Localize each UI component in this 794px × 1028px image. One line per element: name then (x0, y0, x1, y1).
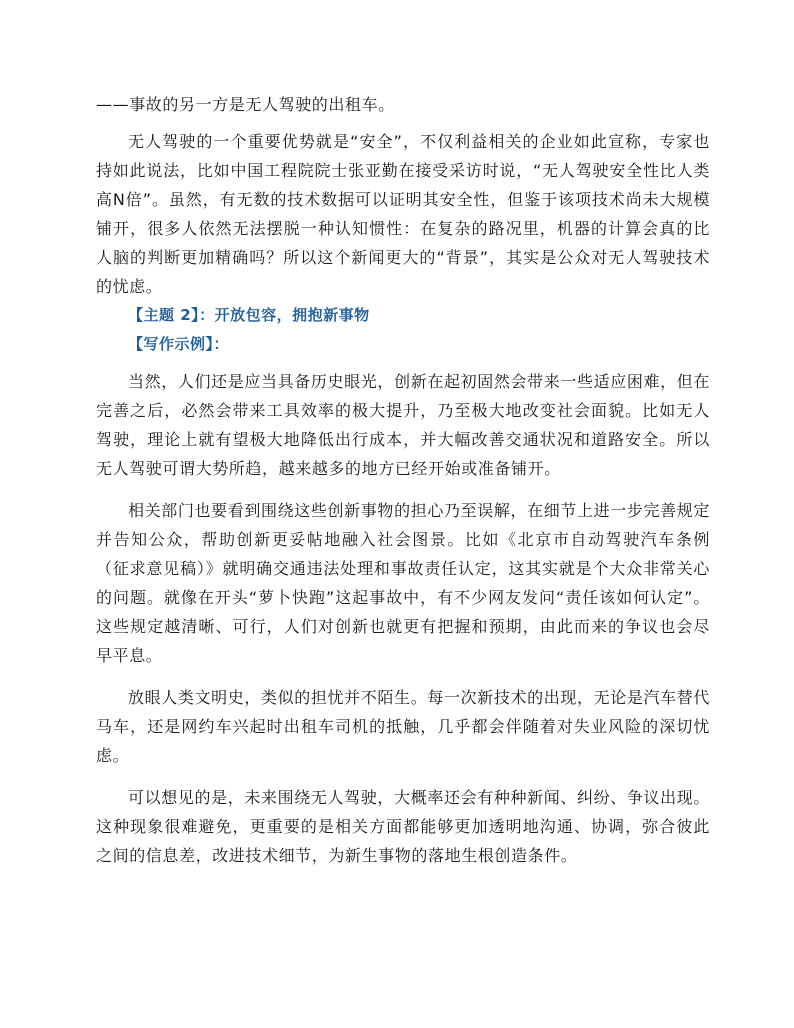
writing-example-heading: 【写作示例】： (128, 335, 230, 353)
document-page (96, 90, 710, 870)
paragraph-history-concerns: 放眼人类文明史，类似的担忧并不陌生。每一次新技术的出现，无论是汽车替代马车，还是网约车兴起时出租车司机的抵触，几乎都会伴随着对失业风险的深切忧虑。 (96, 688, 710, 765)
paragraph-regulation: 相关部门也要看到围绕这些创新事物的担心乃至误解，在细节上进一步完善规定并告知公众，帮助创新更妥帖地融入社会图景。比如《北京市自动驾驶汽车条例（征求意见稿）》就明确交通违法处理和事故责任认定，这其实就是个大众非常关心的问题。就像在开头“萝卜快跑”这起事故中，有不少网友发问“责任该如何认定”。这些规定越清晰、可行，人们对创新也就更有把握和预期，由此而来的争议也会尽早平息。 (96, 501, 710, 665)
theme-heading: 【主题 2】：开放包容，拥抱新事物 (128, 306, 370, 324)
paragraph-future: 可以想见的是，未来围绕无人驾驶，大概率还会有种种新闻、纠纷、争议出现。这种现象很难避免，更重要的是相关方面都能够更加透明地沟通、协调，弥合彼此之间的信息差，改进技术细节，为新生事物的落地生根创造条件。 (96, 788, 710, 865)
paragraph-safety: 无人驾驶的一个重要优势就是“安全”，不仅利益相关的企业如此宣称，专家也持如此说法，比如中国工程院院士张亚勤在接受采访时说，“无人驾驶安全性比人类高N倍”。虽然，有无数的技术数据可以证明其安全性，但鉴于该项技术尚未大规模铺开，很多人依然无法摆脱一种认知惯性：在复杂的路况里，机器的计算会真的比人脑的判断更加精确吗？所以这个新闻更大的“背景”，其实是公众对无人驾驶技术的忧虑。 (96, 132, 710, 296)
paragraph-historical-view: 当然，人们还是应当具备历史眼光，创新在起初固然会带来一些适应困难，但在完善之后，必然会带来工具效率的极大提升，乃至极大地改变社会面貌。比如无人驾驶，理论上就有望极大地降低出行成本，并大幅改善交通状况和道路安全。所以无人驾驶可谓大势所趋，越来越多的地方已经开始或准备铺开。 (96, 372, 710, 478)
paragraph-intro-line: ——事故的另一方是无人驾驶的出租车。 (96, 95, 395, 114)
